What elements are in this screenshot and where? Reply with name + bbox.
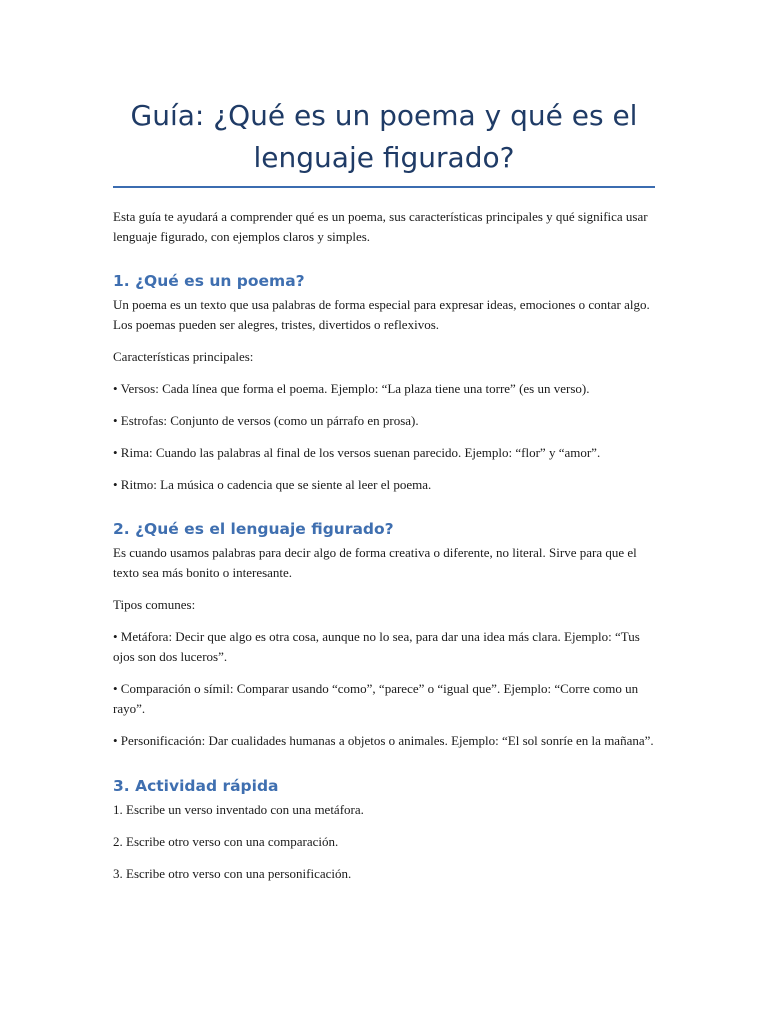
bullet-personificacion: • Personificación: Dar cualidades humanas a objetos o animales. Ejemplo: “El sol sonríe en la mañana”. [113,733,654,748]
intro-paragraph: Esta guía te ayudará a comprender qué es un poema, sus características principales y qué significa usar lenguaje figurado, con ejemplos claros y simples. [113,209,648,244]
activity-item-2: 2. Escribe otro verso con una comparación. [113,834,339,849]
document-title: Guía: ¿Qué es un poema y qué es el lenguaje figurado? [113,95,655,188]
section-heading-actividad: 3. Actividad rápida [113,777,279,795]
lenguaje-figurado-description: Es cuando usamos palabras para decir algo de forma creativa o diferente, no literal. Sirve para que el texto sea más bonito o interesante. [113,545,637,580]
types-label: Tipos comunes: [113,597,196,612]
features-label: Características principales: [113,349,254,364]
activity-item-1: 1. Escribe un verso inventado con una metáfora. [113,802,364,817]
bullet-comparacion: • Comparación o símil: Comparar usando “como”, “parece” o “igual que”. Ejemplo: “Corre como un rayo”. [113,681,639,716]
activity-item-3: 3. Escribe otro verso con una personificación. [113,866,352,881]
bullet-ritmo: • Ritmo: La música o cadencia que se siente al leer el poema. [113,477,432,492]
section-heading-poema: 1. ¿Qué es un poema? [113,272,305,290]
bullet-metafora: • Metáfora: Decir que algo es otra cosa, aunque no lo sea, para dar una idea más clara. Ejemplo: “Tus ojos son dos luceros”. [113,629,640,664]
poema-description: Un poema es un texto que usa palabras de forma especial para expresar ideas, emociones o contar algo. Los poemas pueden ser alegres, tristes, divertidos o reflexivos. [113,297,650,332]
bullet-estrofas: • Estrofas: Conjunto de versos (como un párrafo en prosa). [113,413,419,428]
bullet-versos: • Versos: Cada línea que forma el poema. Ejemplo: “La plaza tiene una torre” (es un verso). [113,381,590,396]
bullet-rima: • Rima: Cuando las palabras al final de los versos suenan parecido. Ejemplo: “flor” y “amor”. [113,445,601,460]
section-heading-lenguaje-figurado: 2. ¿Qué es el lenguaje figurado? [113,520,394,538]
document-page [113,0,655,884]
